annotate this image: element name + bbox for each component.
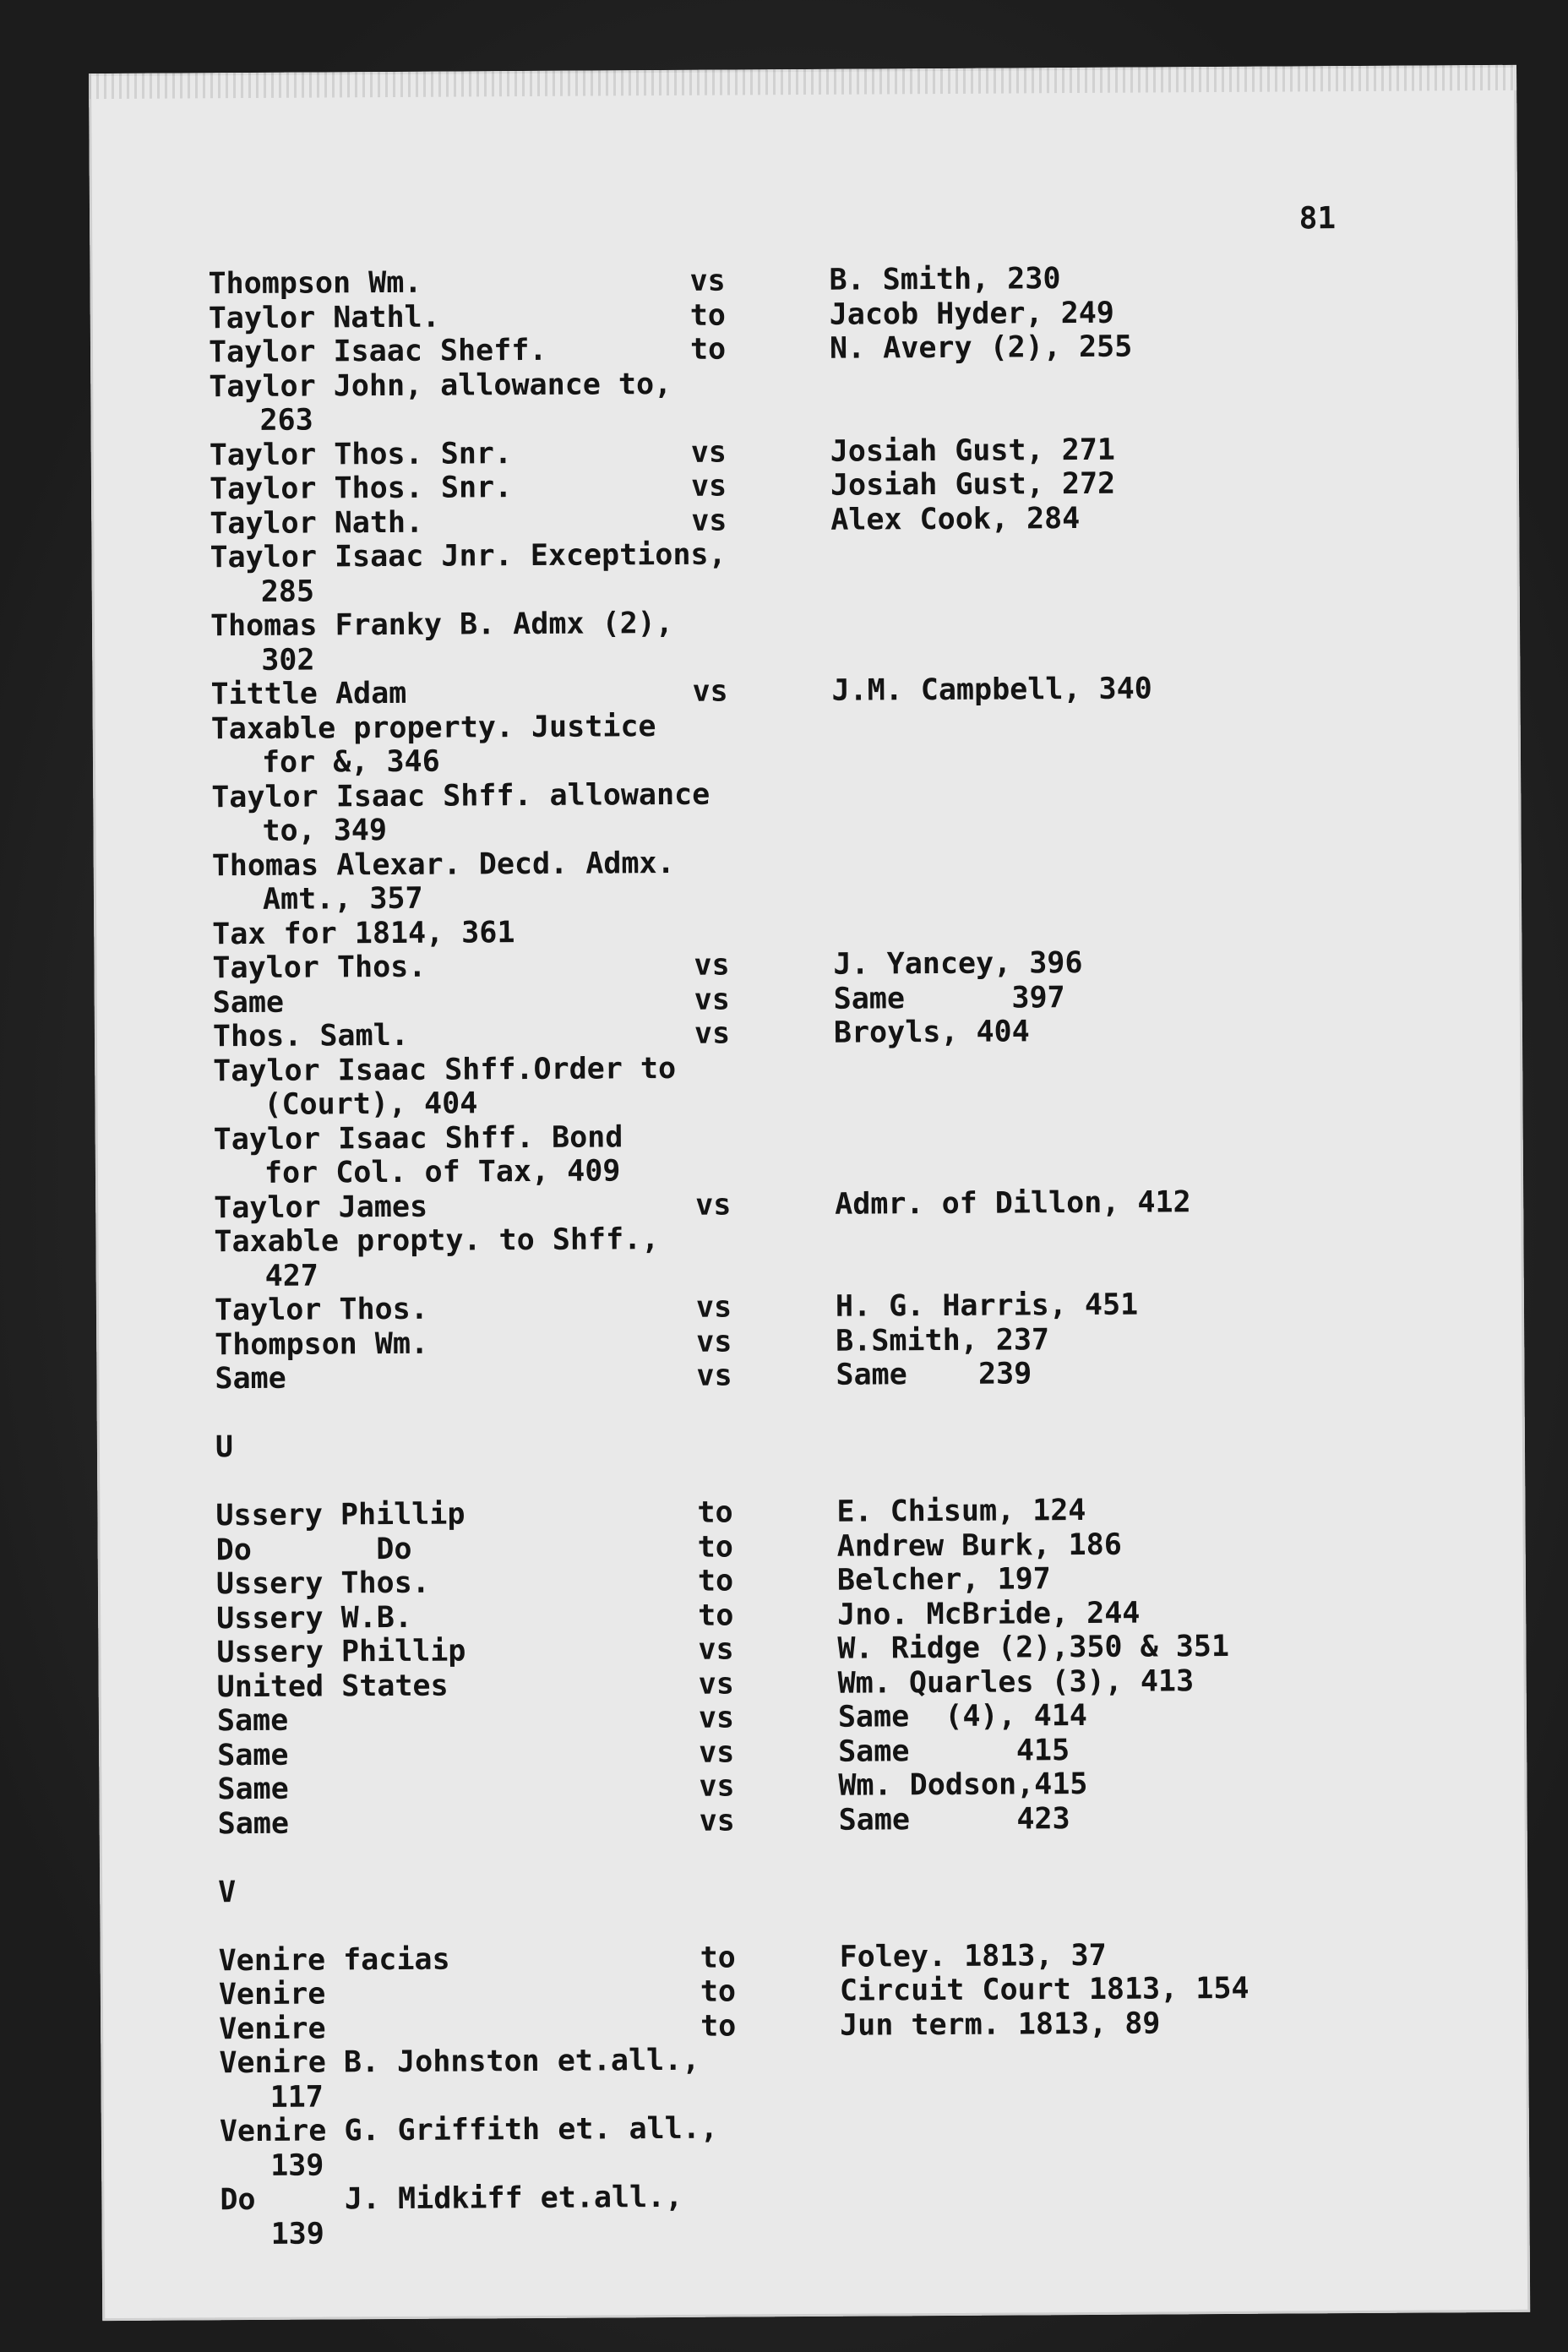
entry-relation: vs bbox=[699, 1735, 735, 1770]
entry-name: Venire bbox=[219, 2011, 326, 2046]
entry-relation: vs bbox=[694, 948, 730, 983]
entry-continuation: for &, 346 bbox=[261, 744, 440, 780]
entry-continuation: 263 bbox=[259, 403, 313, 438]
entry-party: Same 397 bbox=[833, 980, 1065, 1016]
entry-name: Same bbox=[217, 1806, 290, 1841]
entry-relation: to bbox=[700, 1941, 736, 1975]
entry-name: Taylor Thos. Snr. bbox=[209, 471, 513, 507]
entry-name: Taylor Thos. bbox=[214, 1292, 428, 1328]
entry-party: Circuit Court 1813, 154 bbox=[839, 1971, 1250, 2008]
entry-relation: to bbox=[697, 1564, 734, 1598]
entry-name: Taxable property. Justice bbox=[210, 709, 656, 746]
entry-name: Venire facias bbox=[218, 1942, 450, 1978]
entry-party: W. Ridge (2),350 & 351 bbox=[837, 1629, 1230, 1666]
entry-relation: vs bbox=[698, 1632, 734, 1667]
section-letter: U bbox=[215, 1430, 234, 1465]
entry-party: B. Smith, 230 bbox=[829, 262, 1061, 297]
entry-party: Jacob Hyder, 249 bbox=[829, 296, 1115, 332]
entry-party: Broyls, 404 bbox=[833, 1015, 1030, 1050]
entry-party: Same (4), 414 bbox=[837, 1698, 1088, 1734]
entry-relation: vs bbox=[698, 1701, 735, 1735]
entry-relation: vs bbox=[690, 435, 727, 470]
entry-name: Same bbox=[216, 1703, 289, 1739]
entry-continuation: to, 349 bbox=[262, 814, 388, 848]
entry-name: Ussery Thos. bbox=[215, 1565, 430, 1602]
entry-relation: vs bbox=[695, 1188, 732, 1222]
entry-name: Thompson Wm. bbox=[215, 1326, 429, 1362]
entry-continuation: for Col. of Tax, 409 bbox=[264, 1154, 621, 1190]
entry-name: Taylor Nathl. bbox=[208, 300, 440, 335]
entry-continuation: 139 bbox=[270, 2217, 324, 2251]
entry-continuation: 139 bbox=[270, 2148, 324, 2183]
entry-name: Thomas Alexar. Decd. Admx. bbox=[211, 846, 675, 883]
page-number: 81 bbox=[1298, 201, 1337, 237]
index-entries bbox=[208, 259, 1529, 2251]
entry-name: Same bbox=[217, 1738, 289, 1772]
entry-name: Ussery W.B. bbox=[216, 1600, 413, 1636]
entry-party: J. Yancey, 396 bbox=[833, 945, 1083, 982]
entry-party: Jno. McBride, 244 bbox=[837, 1596, 1141, 1632]
entry-relation: vs bbox=[689, 264, 726, 298]
entry-name: Venire G. Griffith et. all., bbox=[219, 2111, 719, 2149]
entry-name: Ussery Phillip bbox=[215, 1497, 466, 1533]
entry-relation: vs bbox=[690, 469, 727, 504]
entry-relation: to bbox=[698, 1598, 734, 1633]
entry-continuation: 117 bbox=[270, 2080, 324, 2115]
entry-name: Thompson Wm. bbox=[208, 265, 422, 302]
entry-name: Taylor Isaac Shff. Bond bbox=[213, 1119, 623, 1157]
index-entry bbox=[220, 2209, 1530, 2251]
entry-name: Taylor Isaac Shff.Order to bbox=[213, 1051, 677, 1088]
entry-name: Venire B. Johnston et.all., bbox=[219, 2043, 700, 2081]
section-letter: V bbox=[218, 1875, 237, 1909]
entry-party: B.Smith, 237 bbox=[836, 1322, 1050, 1358]
entry-name: Thos. Saml. bbox=[212, 1018, 409, 1054]
entry-party: H. G. Harris, 451 bbox=[835, 1288, 1139, 1324]
entry-name: Taylor Isaac Shff. allowance bbox=[211, 777, 710, 814]
entry-continuation: 427 bbox=[264, 1259, 319, 1293]
entry-continuation: (Court), 404 bbox=[264, 1086, 478, 1122]
entry-party: Andrew Burk, 186 bbox=[836, 1527, 1122, 1564]
entry-relation: vs bbox=[696, 1325, 732, 1359]
entry-name: Venire bbox=[218, 1977, 326, 2012]
entry-relation: vs bbox=[691, 504, 727, 538]
entry-party: Admr. of Dillon, 412 bbox=[835, 1184, 1191, 1222]
entry-name: Tittle Adam bbox=[210, 676, 407, 712]
entry-party: E. Chisum, 124 bbox=[836, 1493, 1086, 1529]
entry-name: Do Do bbox=[215, 1532, 412, 1567]
entry-relation: vs bbox=[699, 1804, 735, 1838]
entry-relation: vs bbox=[694, 983, 731, 1017]
entry-relation: to bbox=[700, 1974, 737, 2009]
entry-name: Tax for 1814, 361 bbox=[212, 915, 515, 951]
entry-party: Josiah Gust, 271 bbox=[830, 433, 1116, 469]
entry-relation: to bbox=[700, 2009, 737, 2044]
entry-name: Taylor Isaac Jnr. Exceptions, bbox=[210, 537, 727, 575]
entry-relation: vs bbox=[695, 1290, 732, 1325]
entry-name: Same bbox=[212, 985, 285, 1020]
entry-relation: vs bbox=[696, 1358, 732, 1393]
entry-name: Thomas Franky B. Admx (2), bbox=[210, 606, 674, 644]
entry-party: Belcher, 197 bbox=[836, 1562, 1051, 1598]
entry-relation: to bbox=[697, 1530, 733, 1565]
entry-relation: vs bbox=[698, 1667, 734, 1701]
entry-relation: to bbox=[689, 332, 727, 367]
entry-continuation: 285 bbox=[260, 574, 315, 609]
entry-name: Taylor James bbox=[214, 1190, 428, 1225]
entry-continuation: Amt., 357 bbox=[262, 881, 423, 917]
entry-relation: vs bbox=[694, 1016, 731, 1051]
entry-party: J.M. Campbell, 340 bbox=[831, 672, 1152, 708]
entry-party: Josiah Gust, 272 bbox=[830, 466, 1116, 503]
entry-party: Foley. 1813, 37 bbox=[839, 1938, 1107, 1974]
entry-name: Ussery Phillip bbox=[216, 1634, 466, 1670]
entry-name: Same bbox=[217, 1772, 289, 1807]
entry-name: Taylor Nath. bbox=[210, 505, 424, 541]
entry-party: Jun term. 1813, 89 bbox=[840, 2006, 1161, 2043]
entry-party: Same 239 bbox=[836, 1357, 1032, 1392]
entry-party: Same 415 bbox=[838, 1733, 1070, 1769]
entry-party: N. Avery (2), 255 bbox=[829, 329, 1133, 366]
entry-relation: vs bbox=[699, 1769, 735, 1804]
entry-continuation: 302 bbox=[261, 643, 315, 678]
entry-party: Alex Cook, 284 bbox=[830, 501, 1081, 537]
entry-name: United States bbox=[216, 1669, 449, 1704]
entry-name: Same bbox=[215, 1361, 286, 1396]
entry-party: Same 423 bbox=[838, 1801, 1070, 1838]
document-page bbox=[89, 65, 1530, 2321]
entry-party: Wm. Dodson,415 bbox=[838, 1767, 1088, 1803]
entry-name: Taylor Thos. Snr. bbox=[209, 436, 513, 472]
entry-name: Taylor Thos. bbox=[212, 950, 427, 986]
entry-relation: to bbox=[697, 1495, 733, 1530]
entry-relation: vs bbox=[692, 674, 728, 709]
entry-name: Do J. Midkiff et.all., bbox=[220, 2180, 683, 2218]
entry-name: Taylor Isaac Sheff. bbox=[208, 333, 547, 370]
entry-relation: to bbox=[689, 298, 727, 333]
entry-name: Taxable propty. to Shff., bbox=[214, 1222, 660, 1260]
entry-party: Wm. Quarles (3), 413 bbox=[837, 1663, 1195, 1701]
entry-name: Taylor John, allowance to, bbox=[209, 367, 672, 404]
